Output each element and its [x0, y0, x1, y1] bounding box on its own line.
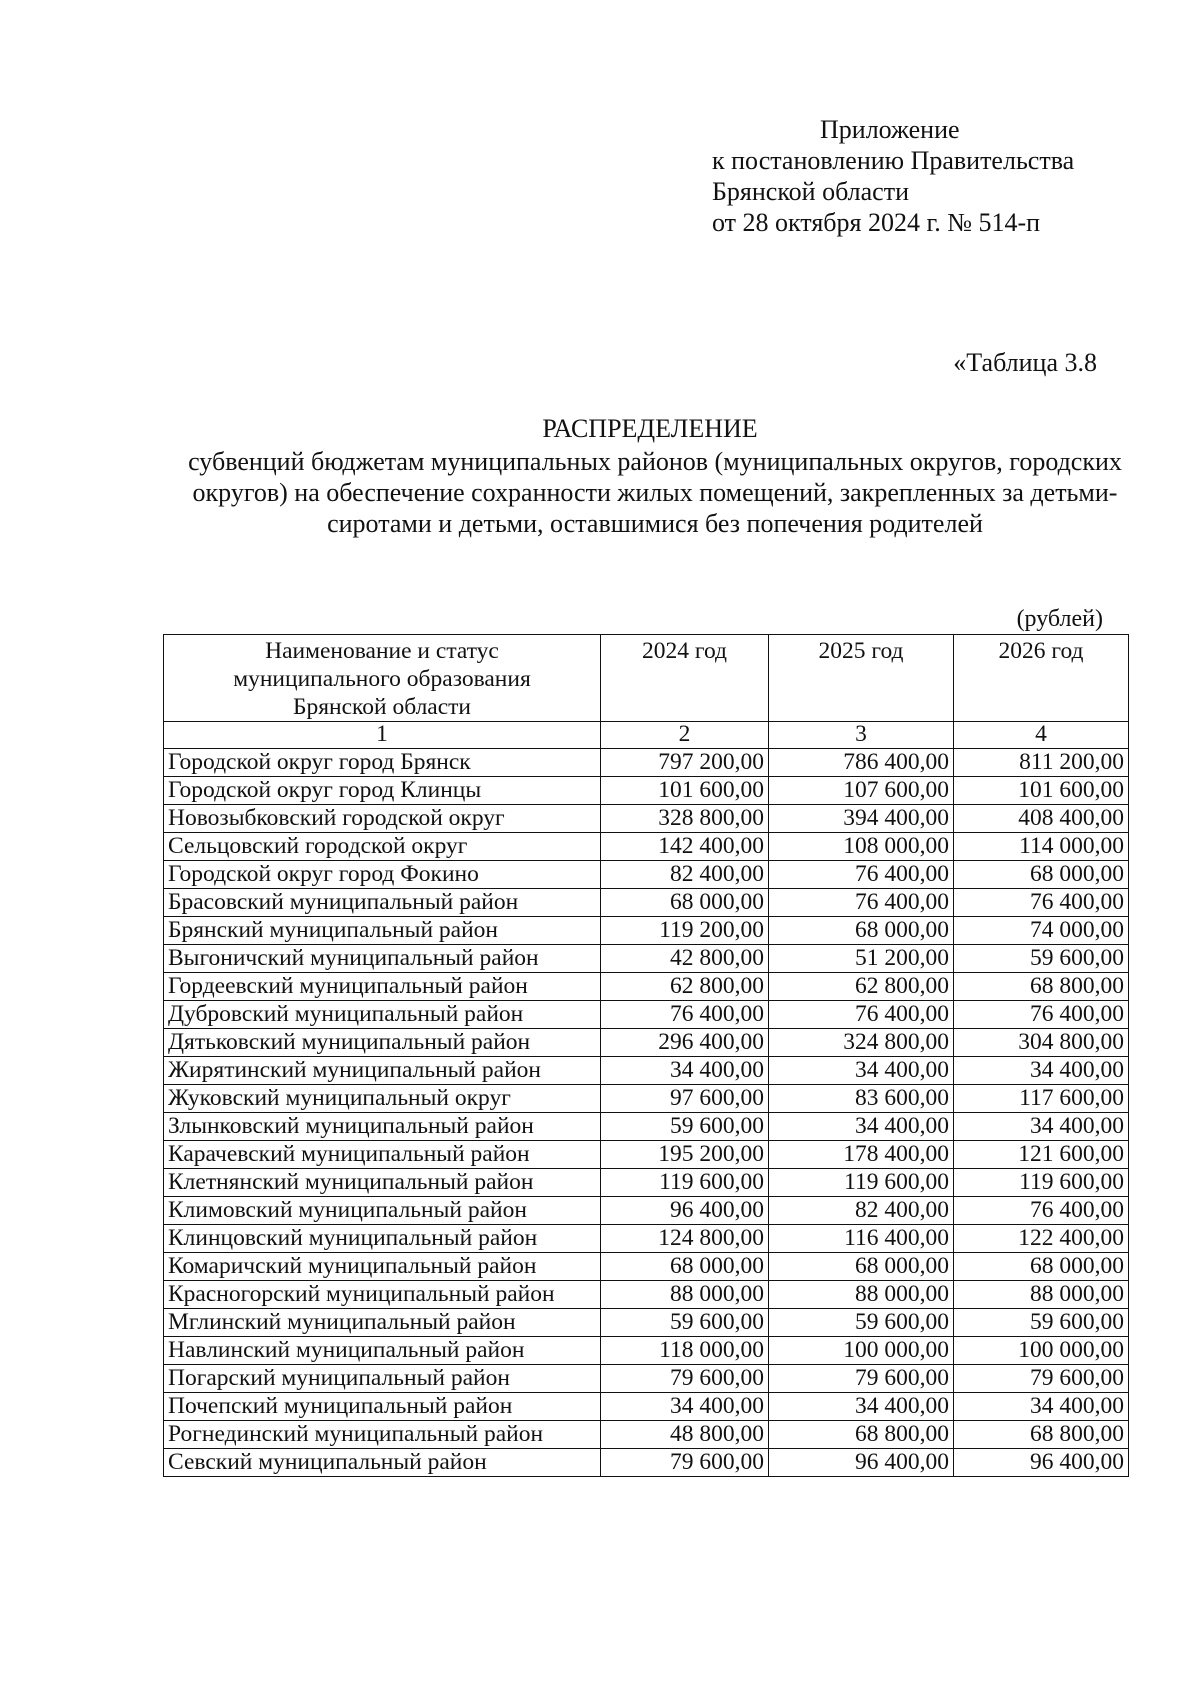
table-row: [164, 945, 1129, 973]
row-name-cell: Новозыбковский городской округ: [164, 805, 601, 833]
row-value-2026: 76 400,00: [954, 1001, 1129, 1029]
column-number-row: [164, 722, 1129, 749]
row-name-cell: Городской округ город Клинцы: [164, 777, 601, 805]
table-row: [164, 1309, 1129, 1337]
row-value-2026: 68 000,00: [954, 1253, 1129, 1281]
distribution-table: [163, 634, 1129, 1477]
row-value-2025: 62 800,00: [769, 973, 954, 1001]
row-name-cell: Злынковский муниципальный район: [164, 1113, 601, 1141]
table-header-row: [164, 635, 1129, 722]
table-row: [164, 1421, 1129, 1449]
table-row: [164, 749, 1129, 777]
row-value-2024: 34 400,00: [601, 1057, 769, 1085]
row-value-2024: 68 000,00: [601, 1253, 769, 1281]
header-2025: 2025 год: [769, 635, 954, 722]
row-value-2025: 96 400,00: [769, 1449, 954, 1477]
row-value-2025: 76 400,00: [769, 889, 954, 917]
row-value-2025: 76 400,00: [769, 861, 954, 889]
row-value-2026: 117 600,00: [954, 1085, 1129, 1113]
row-name-cell: Севский муниципальный район: [164, 1449, 601, 1477]
row-value-2025: 68 000,00: [769, 917, 954, 945]
row-value-2024: 79 600,00: [601, 1365, 769, 1393]
row-value-2024: 48 800,00: [601, 1421, 769, 1449]
appendix-line-3: Брянской области: [712, 177, 909, 206]
row-value-2025: 82 400,00: [769, 1197, 954, 1225]
column-number: 4: [954, 722, 1129, 749]
table-row: [164, 889, 1129, 917]
row-value-2025: 394 400,00: [769, 805, 954, 833]
row-value-2026: 68 800,00: [954, 1421, 1129, 1449]
row-value-2026: 68 800,00: [954, 973, 1129, 1001]
row-name-cell: Жирятинский муниципальный район: [164, 1057, 601, 1085]
row-value-2024: 42 800,00: [601, 945, 769, 973]
row-value-2026: 76 400,00: [954, 1197, 1129, 1225]
row-value-2024: 124 800,00: [601, 1225, 769, 1253]
row-value-2025: 116 400,00: [769, 1225, 954, 1253]
row-value-2026: 121 600,00: [954, 1141, 1129, 1169]
row-name-cell: Погарский муниципальный район: [164, 1365, 601, 1393]
table-body: [164, 749, 1129, 1477]
row-value-2025: 324 800,00: [769, 1029, 954, 1057]
table-row: [164, 861, 1129, 889]
row-value-2025: 34 400,00: [769, 1113, 954, 1141]
row-value-2024: 142 400,00: [601, 833, 769, 861]
row-value-2026: 68 000,00: [954, 861, 1129, 889]
column-number: 3: [769, 722, 954, 749]
row-name-cell: Жуковский муниципальный округ: [164, 1085, 601, 1113]
row-value-2024: 68 000,00: [601, 889, 769, 917]
table-row: [164, 1337, 1129, 1365]
appendix-line-4: от 28 октября 2024 г. № 514-п: [712, 208, 1041, 237]
row-value-2024: 101 600,00: [601, 777, 769, 805]
row-value-2026: 34 400,00: [954, 1393, 1129, 1421]
table-row: [164, 805, 1129, 833]
row-value-2024: 82 400,00: [601, 861, 769, 889]
row-value-2025: 88 000,00: [769, 1281, 954, 1309]
row-name-cell: Клетнянский муниципальный район: [164, 1169, 601, 1197]
row-value-2026: 34 400,00: [954, 1113, 1129, 1141]
table-row: [164, 1253, 1129, 1281]
row-value-2025: 76 400,00: [769, 1001, 954, 1029]
row-value-2026: 811 200,00: [954, 749, 1129, 777]
row-value-2026: 408 400,00: [954, 805, 1129, 833]
row-value-2026: 100 000,00: [954, 1337, 1129, 1365]
table-row: [164, 1029, 1129, 1057]
row-value-2025: 119 600,00: [769, 1169, 954, 1197]
row-value-2025: 68 000,00: [769, 1253, 954, 1281]
row-value-2026: 96 400,00: [954, 1449, 1129, 1477]
appendix-line-1: Приложение: [820, 115, 960, 144]
row-name-cell: Красногорский муниципальный район: [164, 1281, 601, 1309]
table-row: [164, 1281, 1129, 1309]
row-value-2024: 296 400,00: [601, 1029, 769, 1057]
row-name-cell: Карачевский муниципальный район: [164, 1141, 601, 1169]
row-value-2024: 119 200,00: [601, 917, 769, 945]
row-name-cell: Климовский муниципальный район: [164, 1197, 601, 1225]
table-row: [164, 833, 1129, 861]
row-value-2024: 59 600,00: [601, 1113, 769, 1141]
row-value-2024: 328 800,00: [601, 805, 769, 833]
row-value-2025: 51 200,00: [769, 945, 954, 973]
row-value-2026: 59 600,00: [954, 945, 1129, 973]
table-row: [164, 973, 1129, 1001]
row-value-2024: 195 200,00: [601, 1141, 769, 1169]
table-row: [164, 1197, 1129, 1225]
row-value-2025: 100 000,00: [769, 1337, 954, 1365]
row-value-2025: 108 000,00: [769, 833, 954, 861]
row-value-2025: 107 600,00: [769, 777, 954, 805]
row-name-cell: Брасовский муниципальный район: [164, 889, 601, 917]
table-row: [164, 917, 1129, 945]
row-value-2025: 34 400,00: [769, 1393, 954, 1421]
row-name-cell: Городской округ город Брянск: [164, 749, 601, 777]
document-title: РАСПРЕДЕЛЕНИЕ: [542, 414, 758, 443]
row-value-2024: 797 200,00: [601, 749, 769, 777]
row-value-2026: 304 800,00: [954, 1029, 1129, 1057]
row-value-2025: 68 800,00: [769, 1421, 954, 1449]
row-name-cell: Комаричский муниципальный район: [164, 1253, 601, 1281]
row-value-2024: 96 400,00: [601, 1197, 769, 1225]
row-name-cell: Сельцовский городской округ: [164, 833, 601, 861]
table-row: [164, 1085, 1129, 1113]
header-2024: 2024 год: [601, 635, 769, 722]
row-name-cell: Навлинский муниципальный район: [164, 1337, 601, 1365]
unit-label: (рублей): [1016, 606, 1103, 632]
row-value-2026: 79 600,00: [954, 1365, 1129, 1393]
header-name-text: Наименование и статус муниципального образования Брянской области: [233, 638, 531, 720]
row-value-2025: 83 600,00: [769, 1085, 954, 1113]
row-value-2026: 101 600,00: [954, 777, 1129, 805]
row-value-2026: 122 400,00: [954, 1225, 1129, 1253]
row-value-2024: 88 000,00: [601, 1281, 769, 1309]
row-value-2026: 34 400,00: [954, 1057, 1129, 1085]
table-row: [164, 777, 1129, 805]
row-value-2026: 59 600,00: [954, 1309, 1129, 1337]
row-value-2026: 74 000,00: [954, 917, 1129, 945]
row-value-2025: 59 600,00: [769, 1309, 954, 1337]
row-value-2024: 34 400,00: [601, 1393, 769, 1421]
table-row: [164, 1449, 1129, 1477]
row-name-cell: Мглинский муниципальный район: [164, 1309, 601, 1337]
row-value-2024: 79 600,00: [601, 1449, 769, 1477]
row-value-2026: 88 000,00: [954, 1281, 1129, 1309]
table-row: [164, 1365, 1129, 1393]
row-value-2024: 118 000,00: [601, 1337, 769, 1365]
row-value-2026: 119 600,00: [954, 1169, 1129, 1197]
row-value-2025: 178 400,00: [769, 1141, 954, 1169]
row-name-cell: Городской округ город Фокино: [164, 861, 601, 889]
row-value-2025: 786 400,00: [769, 749, 954, 777]
table-row: [164, 1225, 1129, 1253]
column-number: 2: [601, 722, 769, 749]
header-name: [164, 635, 601, 722]
table-row: [164, 1057, 1129, 1085]
row-name-cell: Брянский муниципальный район: [164, 917, 601, 945]
row-value-2026: 76 400,00: [954, 889, 1129, 917]
table-row: [164, 1001, 1129, 1029]
row-value-2024: 62 800,00: [601, 973, 769, 1001]
row-value-2025: 34 400,00: [769, 1057, 954, 1085]
row-name-cell: Клинцовский муниципальный район: [164, 1225, 601, 1253]
row-value-2024: 119 600,00: [601, 1169, 769, 1197]
row-value-2024: 76 400,00: [601, 1001, 769, 1029]
table-label: «Таблица 3.8: [953, 348, 1097, 377]
row-name-cell: Гордеевский муниципальный район: [164, 973, 601, 1001]
row-value-2024: 97 600,00: [601, 1085, 769, 1113]
row-name-cell: Дубровский муниципальный район: [164, 1001, 601, 1029]
table-row: [164, 1393, 1129, 1421]
row-value-2026: 114 000,00: [954, 833, 1129, 861]
header-2026: 2026 год: [954, 635, 1129, 722]
table-row: [164, 1113, 1129, 1141]
column-number: 1: [164, 722, 601, 749]
row-name-cell: Почепский муниципальный район: [164, 1393, 601, 1421]
row-value-2025: 79 600,00: [769, 1365, 954, 1393]
table-row: [164, 1169, 1129, 1197]
appendix-block: [712, 114, 1074, 238]
row-name-cell: Рогнединский муниципальный район: [164, 1421, 601, 1449]
document-subtitle: субвенций бюджетам муниципальных районов (муниципальных округов, городских округов) на обеспечение сохранности жилых помещений, закрепленных за детьми-сиротами и детьми, оставшимися без попечения родителей: [188, 447, 1122, 538]
row-name-cell: Выгоничский муниципальный район: [164, 945, 601, 973]
appendix-line-2: к постановлению Правительства: [712, 146, 1075, 175]
table-row: [164, 1141, 1129, 1169]
row-name-cell: Дятьковский муниципальный район: [164, 1029, 601, 1057]
row-value-2024: 59 600,00: [601, 1309, 769, 1337]
